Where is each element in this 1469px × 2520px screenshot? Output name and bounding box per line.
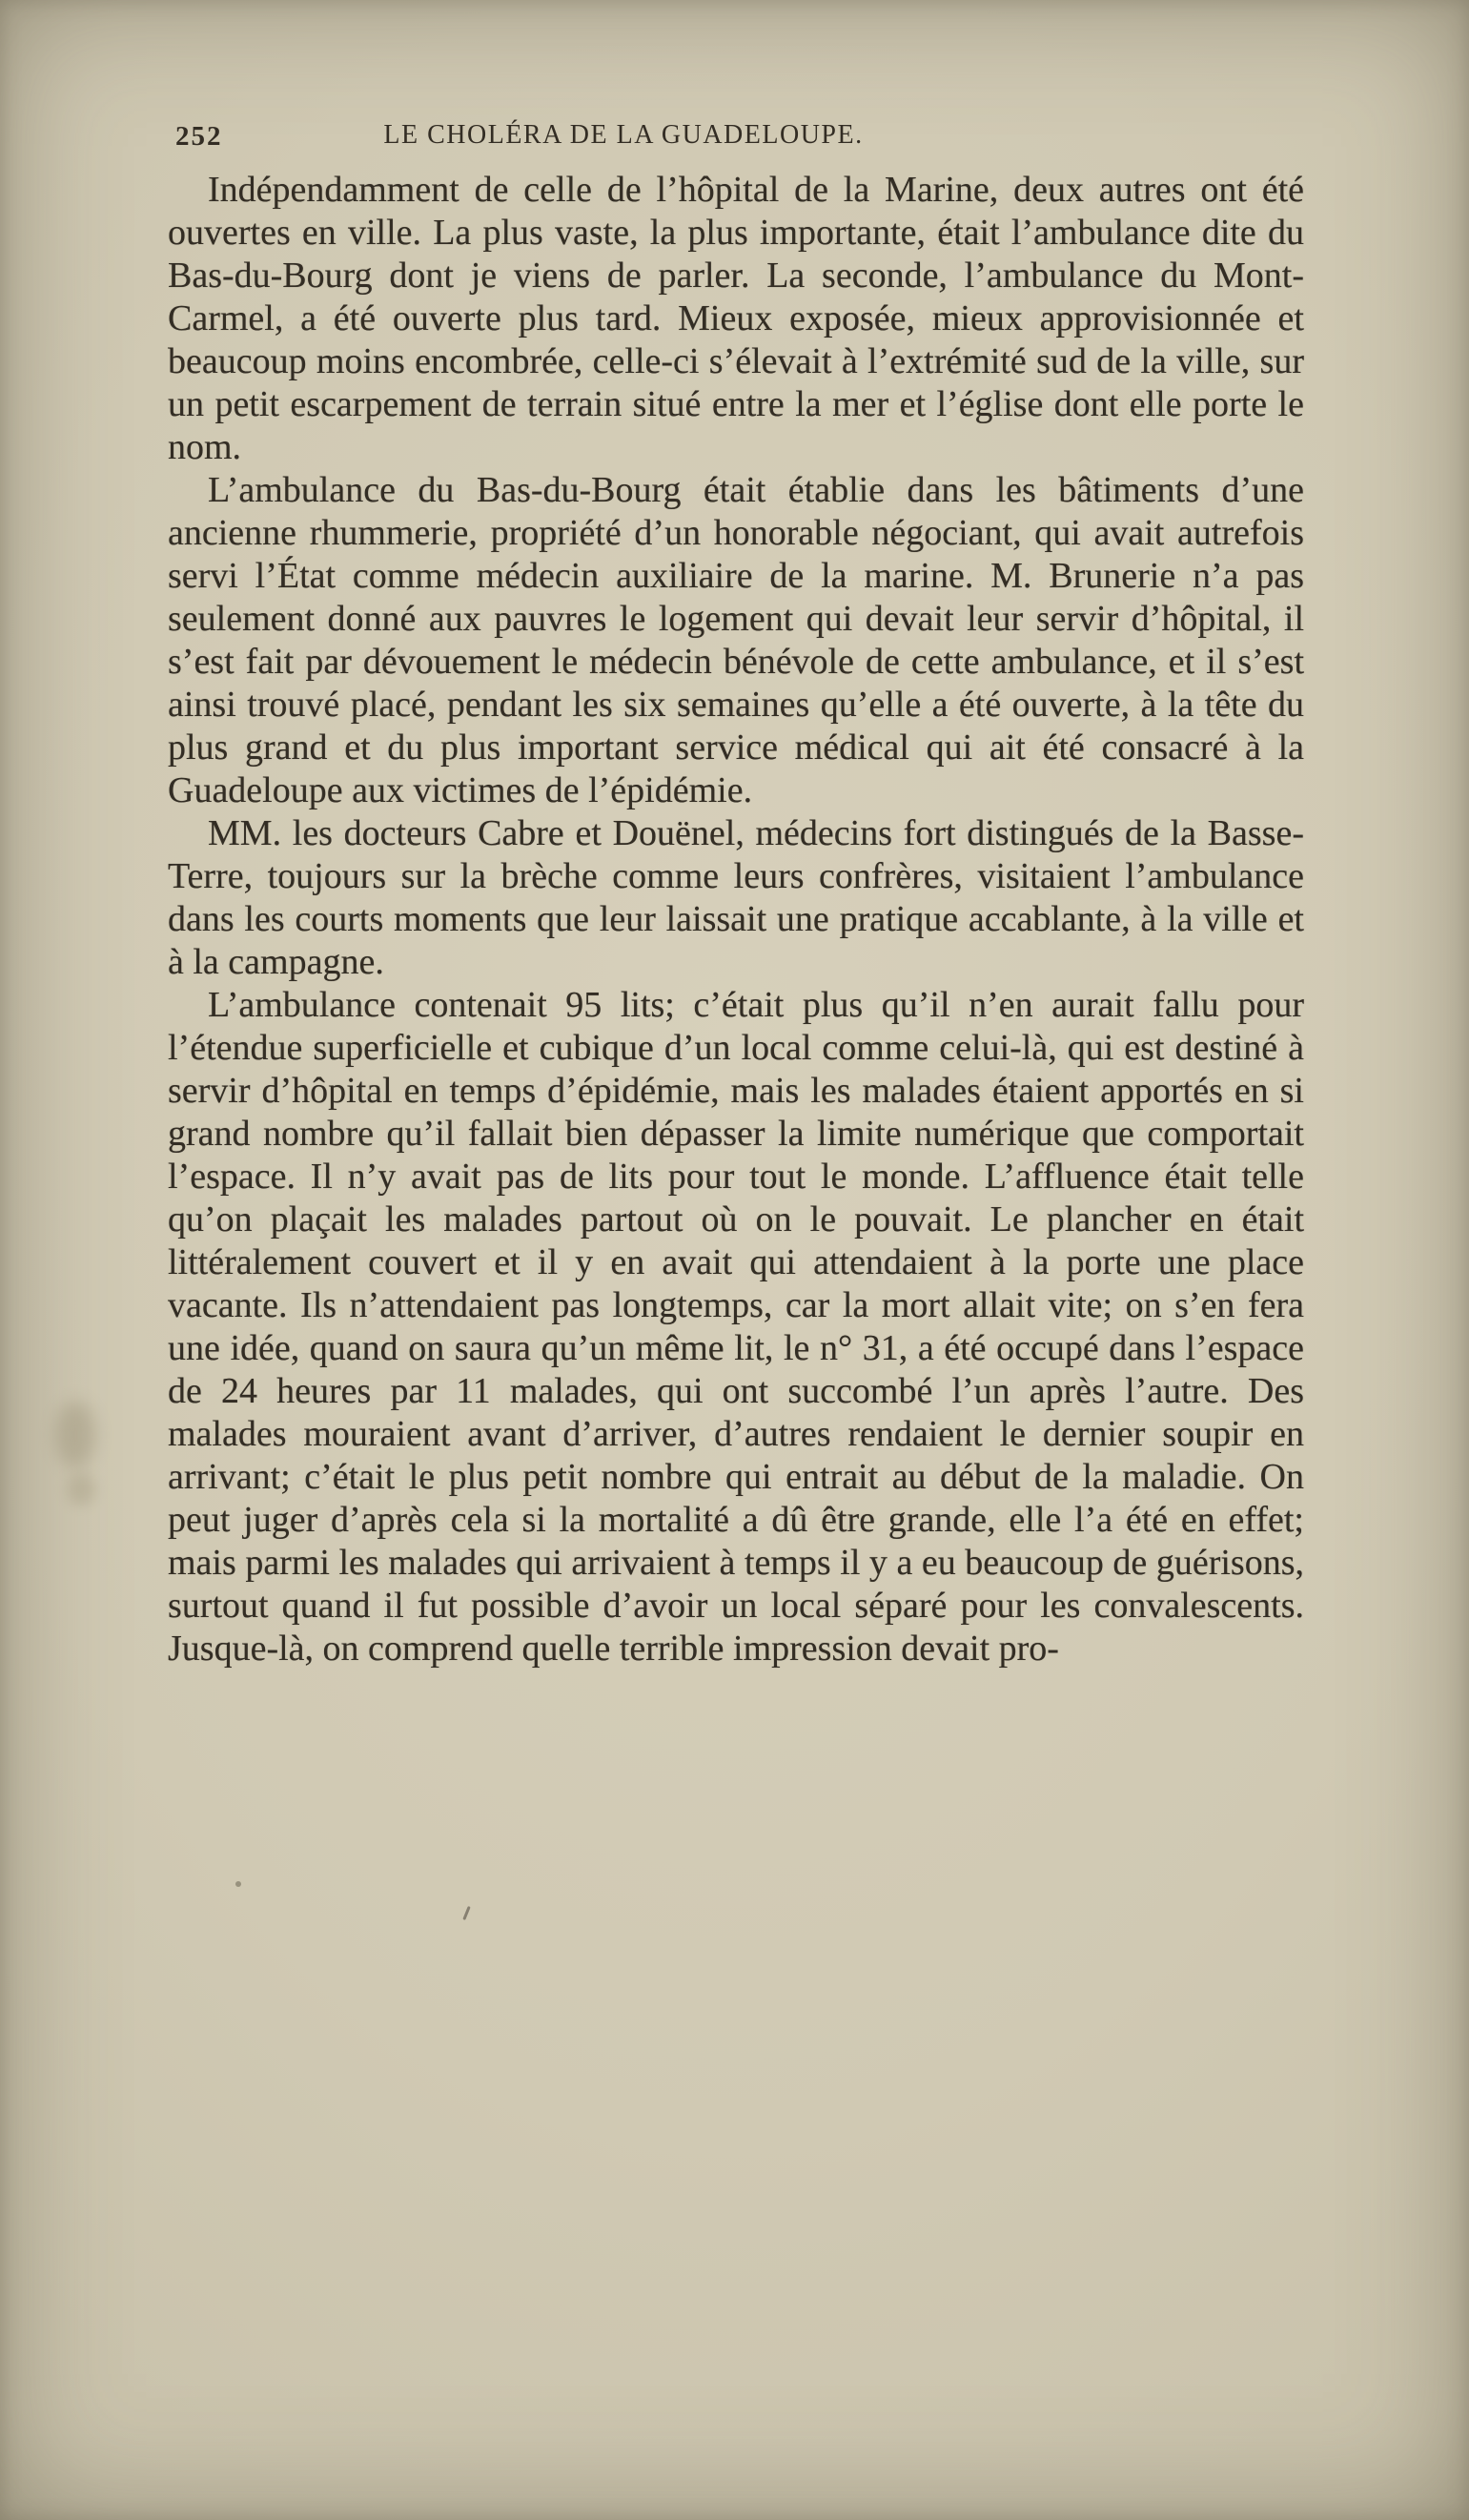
paragraph-1: Indépendamment de celle de l’hôpital de la Marine, deux autres ont été ouvertes en ville. La plus vaste, la plus importante, était l’ambulance dite du Bas-du-Bourg dont je viens de parler. La seconde, l’ambulance du Mont-Carmel, a été ouverte plus tard. Mieux exposée, mieux approvisionnée et beaucoup moins encombrée, celle-ci s’élevait à l’extrémité sud de la ville, sur un petit escarpement de terrain situé entre la mer et l’église dont elle porte le nom. bbox=[168, 170, 1304, 467]
scan-smudge bbox=[67, 1473, 95, 1506]
page-header bbox=[168, 120, 1304, 166]
paragraph-3: MM. les docteurs Cabre et Douënel, médecins fort distingués de la Basse-Terre, toujours sur la brèche comme leurs confrères, visitaient l’ambulance dans les courts moments que leur laissait une pratique accablante, à la ville et à la campagne. bbox=[168, 813, 1304, 982]
type-block bbox=[168, 120, 1304, 1670]
page-body bbox=[168, 169, 1304, 1670]
running-title: LE CHOLÉRA DE LA GUADELOUPE. bbox=[383, 120, 864, 150]
paragraph-2: L’ambulance du Bas-du-Bourg était établie dans les bâtiments d’une ancienne rhummerie, propriété d’un honorable négociant, qui avait autrefois servi l’État comme médecin auxiliaire de la marine. M. Brunerie n’a pas seulement donné aux pauvres le logement qui devait leur servir d’hôpital, il s’est fait par dévouement le médecin bénévole de cette ambulance, et il s’est ainsi trouvé placé, pendant les six semaines qu’elle a été ouverte, à la tête du plus grand et du plus important service médical qui ait été consacré à la Guadeloupe aux victimes de l’épidémie. bbox=[168, 470, 1304, 810]
scan-smudge bbox=[55, 1402, 95, 1468]
scan-speckle bbox=[235, 1881, 241, 1887]
page-number: 252 bbox=[175, 121, 223, 152]
paragraph-4: L’ambulance contenait 95 lits; c’était plus qu’il n’en aurait fallu pour l’étendue superficielle et cubique d’un local comme celui-là, qui est destiné à servir d’hôpital en temps d’épidémie, mais les malades étaient apportés en si grand nombre qu’il fallait bien dépasser la limite numérique que comportait l’espace. Il n’y avait pas de lits pour tout le monde. L’affluence était telle qu’on plaçait les malades partout où on le pouvait. Le plancher en était littéralement couvert et il y en avait qui attendaient à la porte une place vacante. Ils n’attendaient pas longtemps, car la mort allait vite; on s’en fera une idée, quand on saura qu’un même lit, le n° 31, a été occupé dans l’espace de 24 heures par 11 malades, qui ont succombé l’un après l’autre. Des malades mouraient avant d’arriver, d’autres rendaient le dernier soupir en arrivant; c’était le plus petit nombre qui entrait au début de la maladie. On peut juger d’après cela si la mortalité a dû être grande, elle l’a été en effet; mais parmi les malades qui arrivaient à temps il y a eu beaucoup de guérisons, surtout quand il fut possible d’avoir un local séparé pour les convalescents. Jusque-là, on comprend quelle terrible impression devait pro- bbox=[168, 985, 1304, 1669]
scan-speckle bbox=[462, 1906, 470, 1920]
